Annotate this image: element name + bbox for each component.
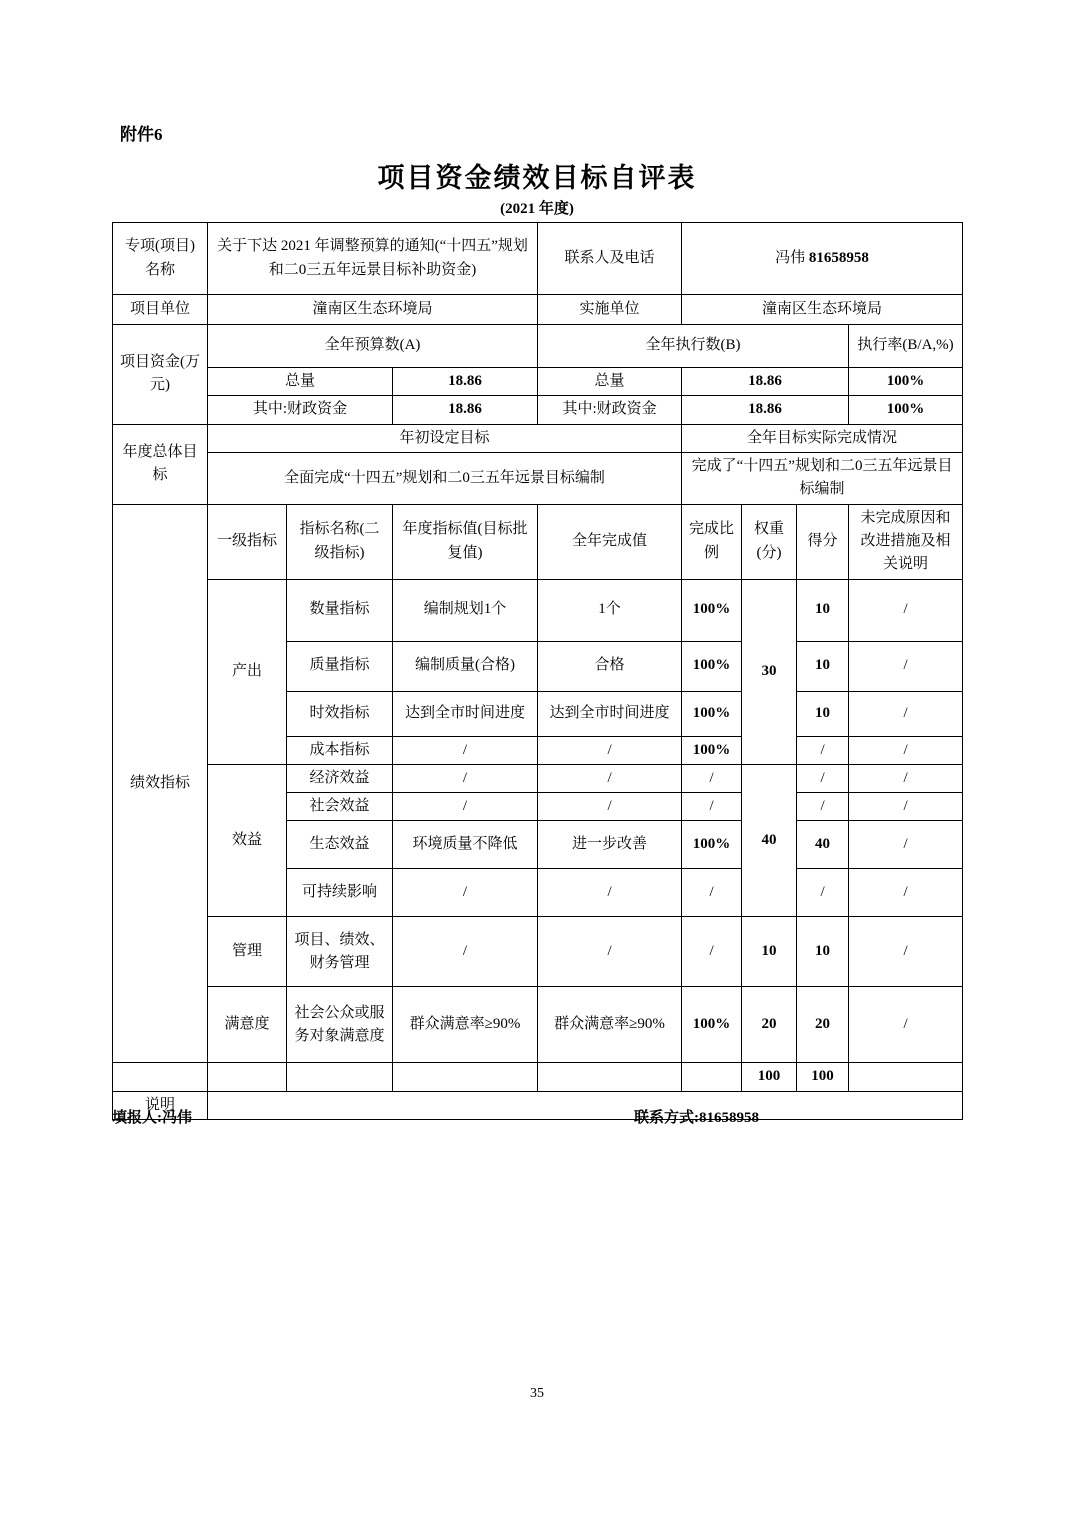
indicator-ratio-cell: 100% xyxy=(682,987,742,1063)
output-weight-cell: 30 xyxy=(742,579,797,764)
goal-label-cell: 年度总体目标 xyxy=(113,424,208,504)
indicator-reason-cell: / xyxy=(849,579,963,641)
row-quantity-indicator xyxy=(113,579,963,641)
indicator-target-cell: 编制质量(合格) xyxy=(393,641,538,691)
footer-contact xyxy=(634,1106,759,1127)
funds-exec-header-cell: 全年执行数(B) xyxy=(538,325,849,368)
funds-fiscal-budget-cell: 18.86 xyxy=(393,396,538,424)
perf-header-weight: 权重(分) xyxy=(742,504,797,579)
row-goal-header xyxy=(113,424,963,452)
footer-contact-label: 联系方式: xyxy=(634,1110,699,1126)
filler-name: 填报人:冯伟 xyxy=(112,1110,192,1126)
indicator-name-cell: 社会公众或服务对象满意度 xyxy=(287,987,393,1063)
indicator-done-cell: 群众满意率≥90% xyxy=(538,987,682,1063)
indicator-reason-cell: / xyxy=(849,821,963,869)
goal-actual-header-cell: 全年目标实际完成情况 xyxy=(682,424,963,452)
indicator-name-cell: 经济效益 xyxy=(287,764,393,792)
indicator-name-cell: 社会效益 xyxy=(287,793,393,821)
indicator-name-cell: 时效指标 xyxy=(287,691,393,736)
indicator-done-cell: / xyxy=(538,869,682,917)
indicator-reason-cell: / xyxy=(849,793,963,821)
row-project-name xyxy=(113,223,963,295)
perf-header-score: 得分 xyxy=(797,504,849,579)
indicator-done-cell: / xyxy=(538,764,682,792)
perf-header-level1: 一级指标 xyxy=(208,504,287,579)
indicator-ratio-cell: / xyxy=(682,869,742,917)
perf-header-done: 全年完成值 xyxy=(538,504,682,579)
indicator-ratio-cell: 100% xyxy=(682,736,742,764)
indicator-score-cell: 40 xyxy=(797,821,849,869)
funds-total-label2-cell: 总量 xyxy=(538,368,682,396)
indicator-score-cell: / xyxy=(797,793,849,821)
empty-cell xyxy=(113,1063,208,1091)
indicator-name-cell: 数量指标 xyxy=(287,579,393,641)
indicator-name-cell: 质量指标 xyxy=(287,641,393,691)
indicator-target-cell: / xyxy=(393,764,538,792)
contact-label-cell: 联系人及电话 xyxy=(538,223,682,295)
indicator-reason-cell: / xyxy=(849,869,963,917)
contact-value-cell xyxy=(682,223,963,295)
indicator-score-cell: 10 xyxy=(797,917,849,987)
goal-plan-cell: 全面完成“十四五”规划和二0三五年远景目标编制 xyxy=(208,452,682,504)
attachment-label: 附件6 xyxy=(120,125,163,144)
project-name-value-cell: 关于下达 2021 年调整预算的通知(“十四五”规划和二0三五年远景目标补助资金) xyxy=(208,223,538,295)
indicator-ratio-cell: 100% xyxy=(682,579,742,641)
empty-cell xyxy=(538,1063,682,1091)
indicator-done-cell: 进一步改善 xyxy=(538,821,682,869)
perf-header-target: 年度指标值(目标批复值) xyxy=(393,504,538,579)
empty-cell xyxy=(287,1063,393,1091)
indicator-score-cell: 10 xyxy=(797,641,849,691)
indicator-score-cell: 20 xyxy=(797,987,849,1063)
indicator-target-cell: / xyxy=(393,917,538,987)
indicator-score-cell: 10 xyxy=(797,691,849,736)
empty-cell xyxy=(393,1063,538,1091)
perf-header-name: 指标名称(二级指标) xyxy=(287,504,393,579)
perf-group-satisfaction-cell: 满意度 xyxy=(208,987,287,1063)
row-funds-header xyxy=(113,325,963,368)
indicator-done-cell: 1个 xyxy=(538,579,682,641)
indicator-target-cell: / xyxy=(393,736,538,764)
unit-value-cell: 潼南区生态环境局 xyxy=(208,295,538,325)
benefit-weight-cell: 40 xyxy=(742,764,797,917)
unit-label-cell: 项目单位 xyxy=(113,295,208,325)
total-score-cell: 100 xyxy=(797,1063,849,1091)
page-title: 项目资金绩效目标自评表 xyxy=(377,163,697,193)
funds-fiscal-exec-cell: 18.86 xyxy=(682,396,849,424)
indicator-score-cell: / xyxy=(797,869,849,917)
row-goal-content xyxy=(113,452,963,504)
empty-cell xyxy=(682,1063,742,1091)
page-subtitle: (2021 年度) xyxy=(500,201,574,217)
indicator-target-cell: 编制规划1个 xyxy=(393,579,538,641)
indicator-name-cell: 生态效益 xyxy=(287,821,393,869)
indicator-target-cell: 群众满意率≥90% xyxy=(393,987,538,1063)
indicator-score-cell: 10 xyxy=(797,579,849,641)
indicator-reason-cell: / xyxy=(849,736,963,764)
perf-header-reason: 未完成原因和改进措施及相关说明 xyxy=(849,504,963,579)
page-number: 35 xyxy=(530,1386,544,1401)
indicator-done-cell: 合格 xyxy=(538,641,682,691)
indicator-name-cell: 项目、绩效、财务管理 xyxy=(287,917,393,987)
indicator-ratio-cell: 100% xyxy=(682,691,742,736)
indicator-ratio-cell: 100% xyxy=(682,821,742,869)
indicator-target-cell: / xyxy=(393,793,538,821)
impl-label-cell: 实施单位 xyxy=(538,295,682,325)
funds-budget-header-cell: 全年预算数(A) xyxy=(208,325,538,368)
indicator-target-cell: / xyxy=(393,869,538,917)
row-units xyxy=(113,295,963,325)
funds-fiscal-label2-cell: 其中:财政资金 xyxy=(538,396,682,424)
indicator-done-cell: / xyxy=(538,736,682,764)
indicator-score-cell: / xyxy=(797,764,849,792)
indicator-score-cell: / xyxy=(797,736,849,764)
perf-group-management-cell: 管理 xyxy=(208,917,287,987)
note-label-cell: 说明 xyxy=(113,1091,208,1119)
row-management xyxy=(113,917,963,987)
funds-total-exec-cell: 18.86 xyxy=(682,368,849,396)
funds-fiscal-label-cell: 其中:财政资金 xyxy=(208,396,393,424)
contact-phone: 81658958 xyxy=(808,249,869,266)
row-funds-fiscal xyxy=(113,396,963,424)
indicator-done-cell: / xyxy=(538,793,682,821)
indicator-reason-cell: / xyxy=(849,641,963,691)
goal-actual-cell: 完成了“十四五”规划和二0三五年远景目标编制 xyxy=(682,452,963,504)
indicator-done-cell: / xyxy=(538,917,682,987)
indicator-done-cell: 达到全市时间进度 xyxy=(538,691,682,736)
funds-fiscal-rate-cell: 100% xyxy=(849,396,963,424)
funds-total-label-cell: 总量 xyxy=(208,368,393,396)
indicator-ratio-cell: / xyxy=(682,764,742,792)
empty-cell xyxy=(849,1063,963,1091)
indicator-ratio-cell: / xyxy=(682,917,742,987)
indicator-weight-cell: 10 xyxy=(742,917,797,987)
indicator-ratio-cell: / xyxy=(682,793,742,821)
indicator-name-cell: 成本指标 xyxy=(287,736,393,764)
empty-cell xyxy=(208,1063,287,1091)
indicator-reason-cell: / xyxy=(849,917,963,987)
perf-group-output-cell: 产出 xyxy=(208,579,287,764)
funds-rate-header-cell: 执行率(B/A,%) xyxy=(849,325,963,368)
footer-line xyxy=(112,1106,962,1130)
indicator-target-cell: 达到全市时间进度 xyxy=(393,691,538,736)
row-totals xyxy=(113,1063,963,1091)
row-satisfaction xyxy=(113,987,963,1063)
indicator-ratio-cell: 100% xyxy=(682,641,742,691)
project-name-label-cell: 专项(项目)名称 xyxy=(113,223,208,295)
goal-plan-header-cell: 年初设定目标 xyxy=(208,424,682,452)
self-evaluation-table xyxy=(112,222,963,1120)
contact-name: 冯伟 xyxy=(775,249,806,266)
row-funds-total xyxy=(113,368,963,396)
indicator-weight-cell: 20 xyxy=(742,987,797,1063)
row-perf-header xyxy=(113,504,963,579)
indicator-target-cell: 环境质量不降低 xyxy=(393,821,538,869)
indicator-reason-cell: / xyxy=(849,987,963,1063)
perf-group-benefit-cell: 效益 xyxy=(208,764,287,917)
funds-total-budget-cell: 18.86 xyxy=(393,368,538,396)
indicator-reason-cell: / xyxy=(849,691,963,736)
perf-label-cell: 绩效指标 xyxy=(113,504,208,1063)
funds-total-rate-cell: 100% xyxy=(849,368,963,396)
perf-header-ratio: 完成比例 xyxy=(682,504,742,579)
row-economic-benefit xyxy=(113,764,963,792)
funds-label-cell: 项目资金(万元) xyxy=(113,325,208,425)
indicator-name-cell: 可持续影响 xyxy=(287,869,393,917)
total-weight-cell: 100 xyxy=(742,1063,797,1091)
impl-value-cell: 潼南区生态环境局 xyxy=(682,295,963,325)
indicator-reason-cell: / xyxy=(849,764,963,792)
footer-contact-number: 81658958 xyxy=(699,1110,759,1126)
